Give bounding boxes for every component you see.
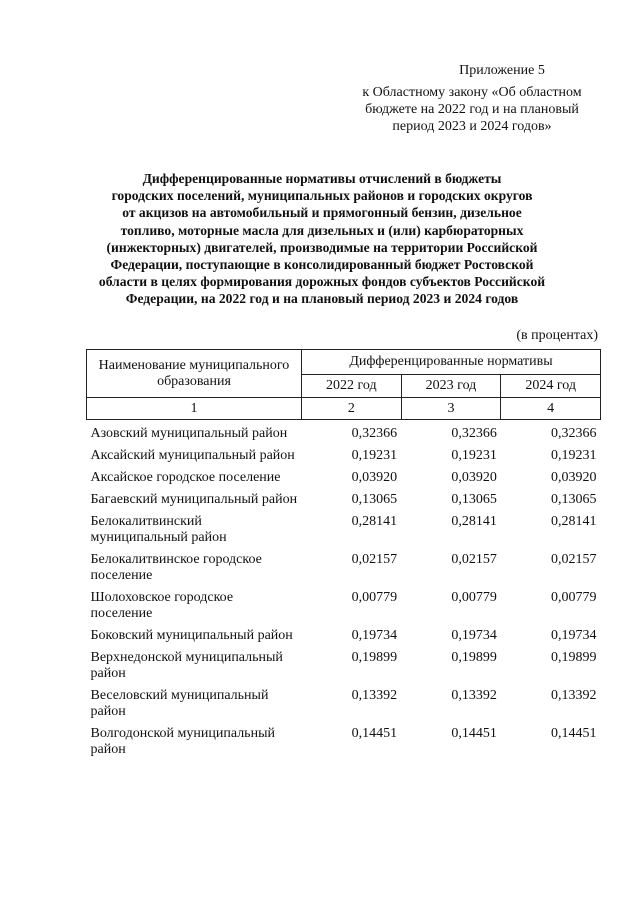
header-year-2022: 2022 год (302, 375, 402, 398)
heading-line: (инжекторных) двигателей, производимые на территории Российской (106, 239, 538, 255)
municipality-name: Багаевский муниципальный район (90, 492, 298, 507)
municipality-name: Азовский муниципальный район (90, 426, 288, 441)
header-index-2: 2 (302, 398, 402, 420)
municipality-name: Шолоховское городское поселение (90, 590, 234, 621)
municipality-name: Боковский муниципальный район (90, 628, 293, 643)
value-2022: 0,13065 (351, 492, 398, 507)
municipality-name: Аксайское городское поселение (90, 470, 281, 485)
heading-line: Федерации, поступающие в консолидированный бюджет Ростовской (110, 257, 534, 273)
municipality-name: Верхнедонской муниципальный район (90, 650, 283, 681)
value-2024: 0,13065 (550, 492, 597, 507)
value-2022: 0,03920 (351, 470, 398, 485)
value-2024: 0,03920 (550, 470, 597, 485)
value-2023: 0,32366 (451, 426, 497, 441)
value-2024: 0,00779 (550, 590, 597, 605)
table-row (87, 628, 601, 650)
value-2022: 0,14451 (351, 726, 398, 741)
municipality-name: Белокалитвинский муниципальный район (90, 514, 227, 545)
value-2022: 0,02157 (351, 552, 398, 567)
header-year-2024: 2024 год (501, 375, 601, 398)
value-2022: 0,19734 (351, 628, 398, 643)
table-row (87, 470, 601, 492)
value-2022: 0,00779 (351, 590, 398, 605)
municipality-name: Веселовский муниципальный район (90, 688, 269, 719)
value-2022: 0,19899 (351, 650, 398, 665)
value-2023: 0,19231 (451, 448, 497, 463)
value-2024: 0,13392 (550, 688, 597, 703)
value-2024: 0,19231 (550, 448, 597, 463)
municipality-name: Волгодонской муниципальный район (90, 726, 275, 757)
header-year-2023: 2023 год (401, 375, 501, 398)
value-2024: 0,28141 (550, 514, 597, 529)
unit-note: (в процентах) (516, 328, 598, 343)
value-2023: 0,00779 (451, 590, 497, 605)
table-row (87, 514, 601, 552)
heading-line: Федерации, на 2022 год и на плановый период 2023 и 2024 годов (125, 291, 519, 307)
value-2023: 0,13392 (451, 688, 497, 703)
value-2023: 0,19734 (451, 628, 497, 643)
value-2024: 0,02157 (550, 552, 597, 567)
table-row (87, 448, 601, 470)
value-2023: 0,03920 (451, 470, 497, 485)
municipality-name: Белокалитвинское городское поселение (90, 552, 262, 583)
appendix-line: бюджете на 2022 год и на плановый (365, 102, 579, 117)
value-2023: 0,19899 (451, 650, 497, 665)
heading-line: области в целях формирования дорожных фондов субъектов Российской (98, 274, 546, 290)
appendix-line: к Областному закону «Об областном (362, 85, 582, 100)
header-index-1: 1 (87, 398, 302, 420)
appendix-title: Приложение 5 (459, 63, 545, 78)
municipality-name: Аксайский муниципальный район (90, 448, 295, 463)
table-row (87, 726, 601, 764)
value-2024: 0,14451 (550, 726, 597, 741)
table-row (87, 590, 601, 628)
value-2022: 0,32366 (351, 426, 398, 441)
table-row (87, 650, 601, 688)
value-2023: 0,28141 (451, 514, 497, 529)
document-heading (78, 170, 566, 308)
value-2022: 0,13392 (351, 688, 398, 703)
value-2023: 0,14451 (451, 726, 497, 741)
value-2022: 0,28141 (351, 514, 398, 529)
header-municipality: Наименование муниципального образования (87, 350, 302, 398)
header-index-4: 4 (501, 398, 601, 420)
heading-line: от акцизов на автомобильный и прямогонный бензин, дизельное (122, 205, 522, 221)
table-row (87, 552, 601, 590)
heading-line: городских поселений, муниципальных районов и городских округов (111, 188, 533, 204)
value-2022: 0,19231 (351, 448, 398, 463)
header-index-3: 3 (401, 398, 501, 420)
heading-line: топливо, моторные масла для дизельных и (или) карбюраторных (120, 222, 524, 238)
header-norms-group: Дифференцированные нормативы (302, 350, 601, 375)
table-row (87, 426, 601, 448)
table-row (87, 492, 601, 514)
value-2023: 0,02157 (451, 552, 497, 567)
value-2024: 0,19734 (550, 628, 597, 643)
value-2023: 0,13065 (451, 492, 497, 507)
value-2024: 0,32366 (550, 426, 597, 441)
appendix-block (352, 62, 592, 135)
heading-line: Дифференцированные нормативы отчислений в бюджеты (142, 171, 502, 186)
table-row (87, 688, 601, 726)
norms-table (86, 349, 601, 764)
appendix-line: период 2023 и 2024 годов» (392, 119, 552, 134)
value-2024: 0,19899 (550, 650, 597, 665)
